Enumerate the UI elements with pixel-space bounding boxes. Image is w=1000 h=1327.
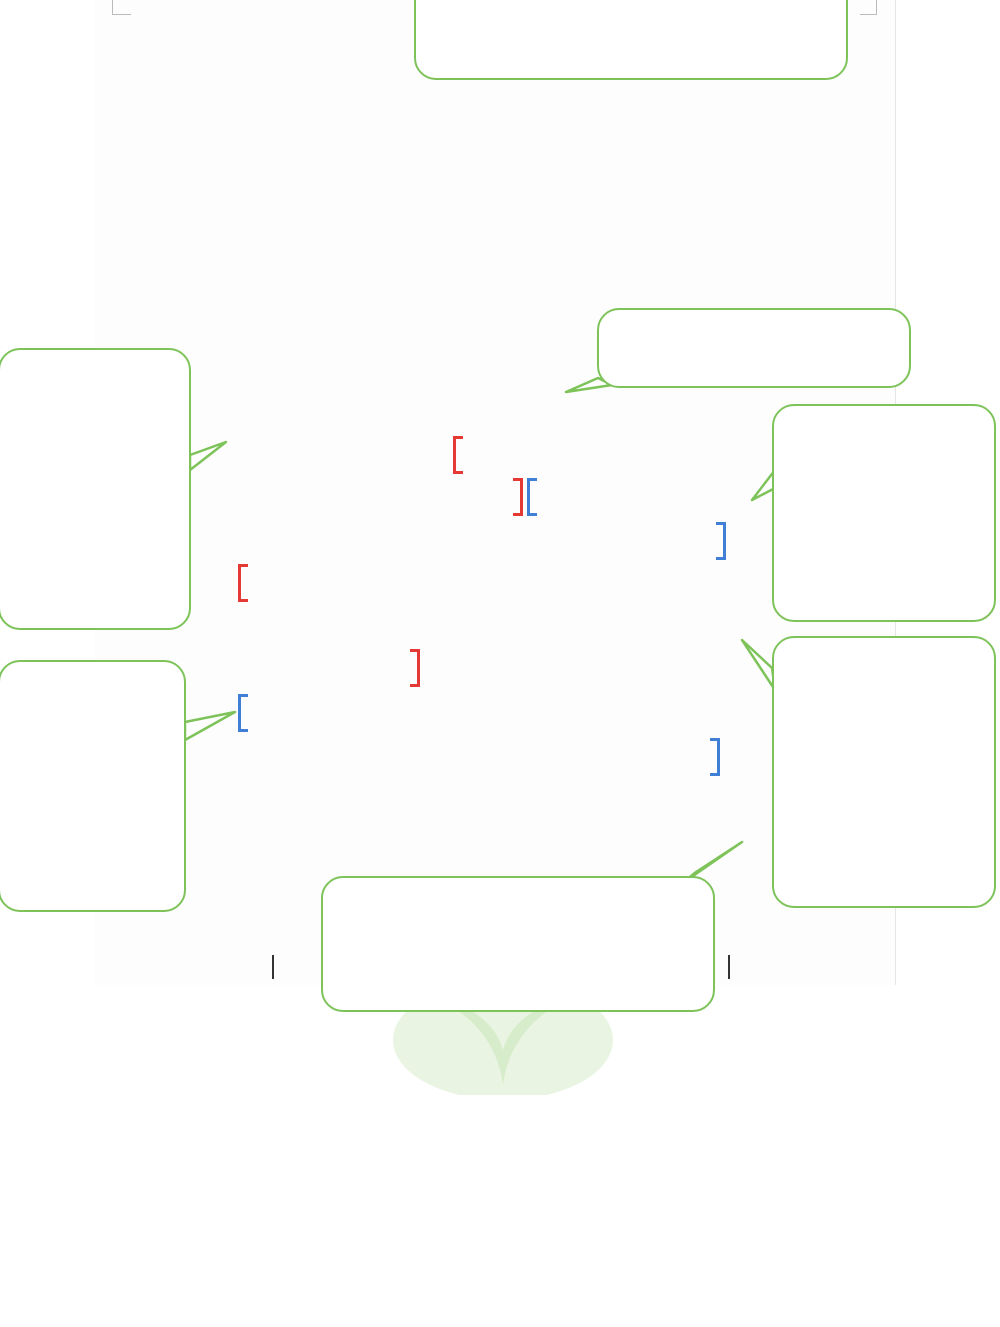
annotation-bubble-top <box>414 0 848 80</box>
annotation-bubble-left1 <box>0 348 191 630</box>
annotation-bubble-right1 <box>772 404 996 622</box>
annotation-bubble-right2 <box>772 636 996 908</box>
annotation-bubble-left2 <box>0 660 186 912</box>
annotation-bubble-bottom <box>321 876 715 1012</box>
annotation-bubble-bawang <box>597 308 911 388</box>
